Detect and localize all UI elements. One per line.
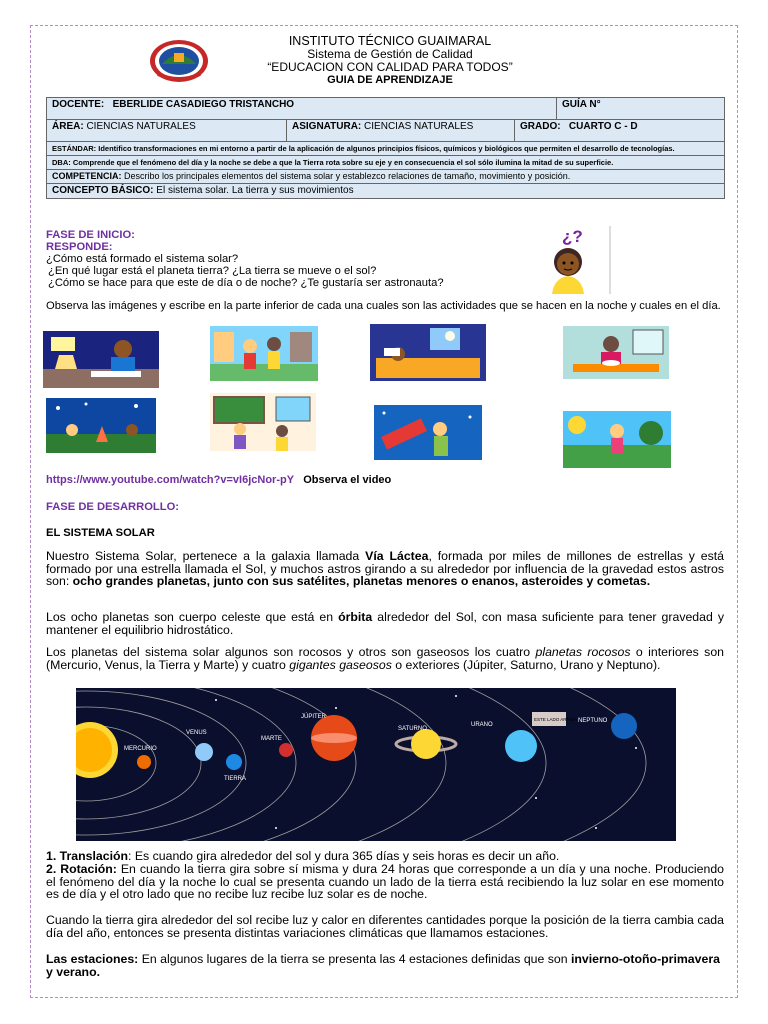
activity-image-studying-at-night	[43, 331, 159, 388]
activity-image-playing-outdoors	[563, 411, 671, 468]
label-tierra: TIERRA	[224, 776, 247, 782]
video-line	[46, 474, 724, 486]
rotation-paragraph: 2. Rotación: En cuando la tierra gira sobre sí misma y dura 24 horas que corresponde a un día y una noche. Produciendo el fenómeno del día y la noche lo cual se presenta cuando un lado de la tierra está recibiendo la luz solar en ese momento es de día y el otro lado que no recibe luz recibe luz solar es de noche.	[46, 862, 725, 901]
phase-inicio-heading: FASE DE INICIO:	[46, 229, 135, 241]
activity-image-classroom	[210, 393, 316, 451]
document-title: GUIA DE APRENDIZAJE	[327, 74, 453, 86]
docente-cell: DOCENTE: EBERLIDE CASADIEGO TRISTANCHO	[47, 98, 557, 120]
institute-name: INSTITUTO TÉCNICO GUAIMARAL	[288, 34, 492, 48]
guia-cell: GUÍA N°	[557, 98, 725, 120]
video-note: Observa el video	[303, 474, 392, 486]
paragraph-planet-types: Los planetas del sistema solar algunos son rocosos y otros son gaseosos los cuatro planetas rocosos o interiores son (Mercurio, Venus, la Tierra y Marte) y cuatro gigantes gaseosos o exteriores (Júpiter, Saturno, Urano y Neptuno).	[46, 645, 724, 672]
observe-instruction: Observa las imágenes y escribe en la parte inferior de cada una cuales son las actividades que se hacen en la noche y cuales en el día.	[46, 300, 721, 312]
estandar-cell: ESTÁNDAR: Identifico transformaciones en mi entorno a partir de la aplicación de algunos principios físicos, químicos y biológicos que permiten el desarrollo de tecnologías.	[47, 142, 725, 156]
paragraph-orbit: Los ocho planetas son cuerpo celeste que está en órbita alrededor del Sol, con masa suficiente para tener gravedad y mantener el equilibrio hidrostático.	[46, 610, 724, 637]
competencia-cell: COMPETENCIA: Describo los principales elementos del sistema solar y establezco relaciones de tamaño, movimiento y posición.	[47, 170, 725, 184]
label-jupiter: JÚPITER	[301, 714, 327, 720]
activity-image-eating-breakfast	[563, 326, 669, 379]
question-2: ¿En qué lugar está el planeta tierra? ¿La tierra se mueve o el sol?	[48, 265, 377, 277]
question-1: ¿Cómo está formado el sistema solar?	[46, 253, 239, 265]
youtube-video-link[interactable]: https://www.youtube.com/watch?v=vI6jcNor-pY	[46, 474, 295, 486]
responde-label: RESPONDE:	[46, 241, 113, 253]
quality-system: Sistema de Gestión de Calidad	[307, 47, 473, 61]
paragraph-milky-way: Nuestro Sistema Solar, pertenece a la galaxia llamada Vía Láctea, formada por miles de millones de estrellas y está formado por una estrella llamada el Sol, y muchos astros girando a su alrededor por influencia de la gravedad estos astros son: ocho grandes planetas, junto con sus satélites, planetas menores o enanos, asteroides y cometas.	[46, 549, 725, 588]
solar-system-illustration	[76, 688, 676, 841]
question-3: ¿Cómo se hace para que este de día o de noche? ¿Te gustaría ser astronauta?	[48, 277, 444, 289]
grado-cell: GRADO: CUARTO C - D	[515, 120, 725, 142]
label-venus: VENUS	[186, 730, 207, 736]
label-marte: MARTE	[261, 736, 282, 742]
thinking-girl-illustration	[540, 226, 612, 294]
phase-desarrollo-heading: FASE DE DESARROLLO:	[46, 501, 180, 513]
asignatura-cell: ASIGNATURA: CIENCIAS NATURALES	[287, 120, 515, 142]
institute-motto: “EDUCACION CON CALIDAD PARA TODOS”	[267, 60, 513, 74]
label-urano: URANO	[471, 722, 493, 728]
seasons-paragraph: Las estaciones: En algunos lugares de la tierra se presenta las 4 estaciones definidas que son invierno-otoño-primavera y verano.	[46, 952, 720, 979]
area-cell: ÁREA: CIENCIAS NATURALES	[47, 120, 287, 142]
label-neptuno: NEPTUNO	[578, 718, 608, 724]
label-saturno: SATURNO	[398, 726, 427, 732]
concepto-cell: CONCEPTO BÁSICO: El sistema solar. La tierra y sus movimientos	[47, 184, 725, 199]
seasons-intro-paragraph: Cuando la tierra gira alrededor del sol recibe luz y calor en diferentes cantidades porque la posición de la tierra cambia cada día del año, entonces se presenta distintas variaciones climáticas que llamamos estaciones.	[46, 913, 724, 940]
question-marks: ¿?	[562, 227, 583, 246]
solar-system-heading: EL SISTEMA SOLAR	[46, 527, 155, 539]
label-mercurio: MERCURIO	[124, 746, 157, 752]
sign-label: ESTE LADO ARRIBA	[534, 717, 578, 722]
activity-image-telescope	[374, 405, 482, 460]
activity-image-sleeping	[370, 324, 486, 381]
info-table	[46, 97, 725, 199]
dba-cell: DBA: Comprende que el fenómeno del día y la noche se debe a que la Tierra rota sobre su eje y en consecuencia el sol sólo ilumina la mitad de su superficie.	[47, 156, 725, 170]
activity-image-campfire	[46, 398, 156, 453]
translation-paragraph: 1. Translación: Es cuando gira alrededor del sol y dura 365 días y seis horas es decir un año.	[46, 849, 560, 863]
activity-image-kids-playing	[210, 326, 318, 381]
